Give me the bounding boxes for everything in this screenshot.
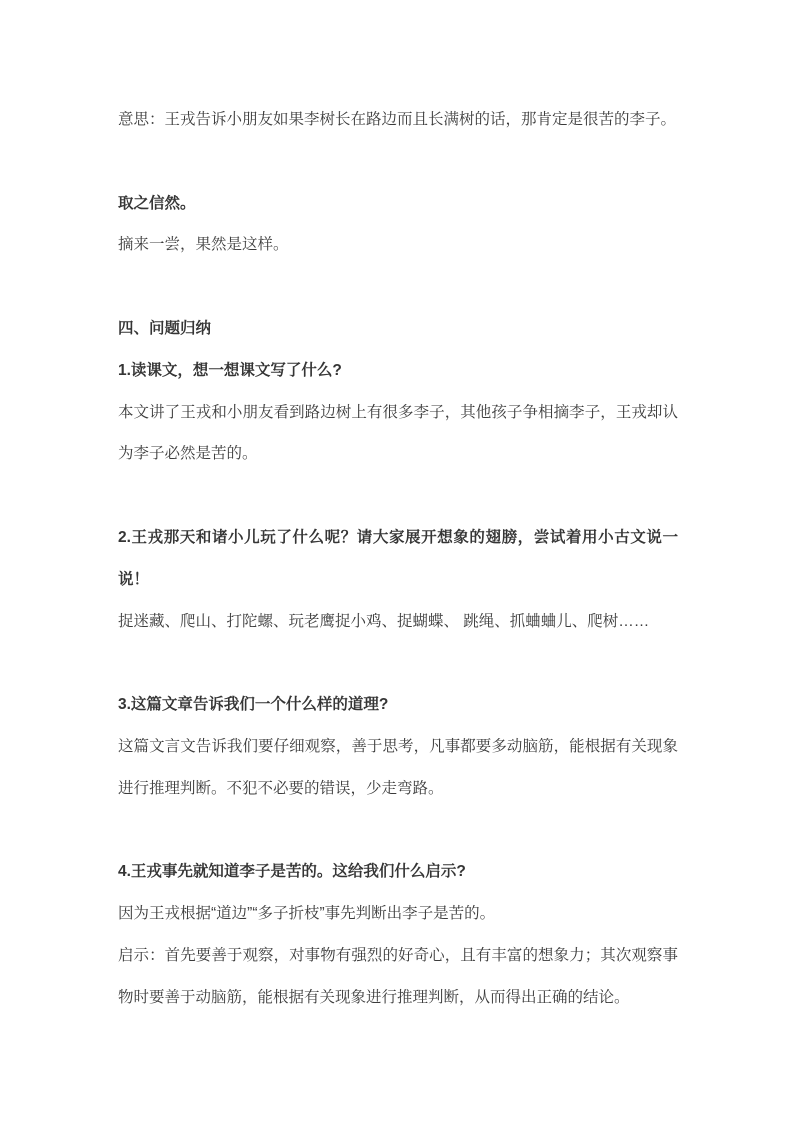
- question-4-heading: 4.王戎事先就知道李子是苦的。这给我们什么启示?: [118, 863, 466, 881]
- question-3-answer: 这篇文言文告诉我们要仔细观察，善于思考，凡事都要多动脑筋，能根据有关现象进行推理判断。不犯不必要的错误，少走弯路。: [118, 737, 678, 797]
- paragraph-phrase-translation: 摘来一尝，果然是这样。: [118, 236, 289, 254]
- question-2-answer: 捉迷藏、爬山、打陀螺、玩老鹰捉小鸡、捉蝴蝶、 跳绳、抓蛐蛐儿、爬树……: [118, 612, 650, 630]
- question-1-heading: 1.读课文，想一想课文写了什么?: [118, 361, 342, 379]
- paragraph-phrase-original: 取之信然。: [118, 194, 196, 212]
- question-4-answer: 因为王戎根据“道边”“多子折枝”事先判断出李子是苦的。: [118, 905, 496, 923]
- paragraph-phrase-meaning: 意思：王戎告诉小朋友如果李树长在路边而且长满树的话，那肯定是很苦的李子。: [118, 111, 677, 128]
- question-2-heading: 2.王戎那天和诸小儿玩了什么呢？请大家展开想象的翅膀，尝试着用小古文说一说！: [118, 528, 678, 588]
- question-1-answer: 本文讲了王戎和小朋友看到路边树上有很多李子，其他孩子争相摘李子，王戎却认为李子必然是苦的。: [118, 403, 678, 463]
- question-3-heading: 3.这篇文章告诉我们一个什么样的道理?: [118, 696, 389, 714]
- question-4-tip: 启示：首先要善于观察，对事物有强烈的好奇心，且有丰富的想象力；其次观察事物时要善于动脑筋，能根据有关现象进行推理判断，从而得出正确的结论。: [118, 946, 678, 1006]
- section-heading-questions: 四、问题归纳: [118, 319, 212, 337]
